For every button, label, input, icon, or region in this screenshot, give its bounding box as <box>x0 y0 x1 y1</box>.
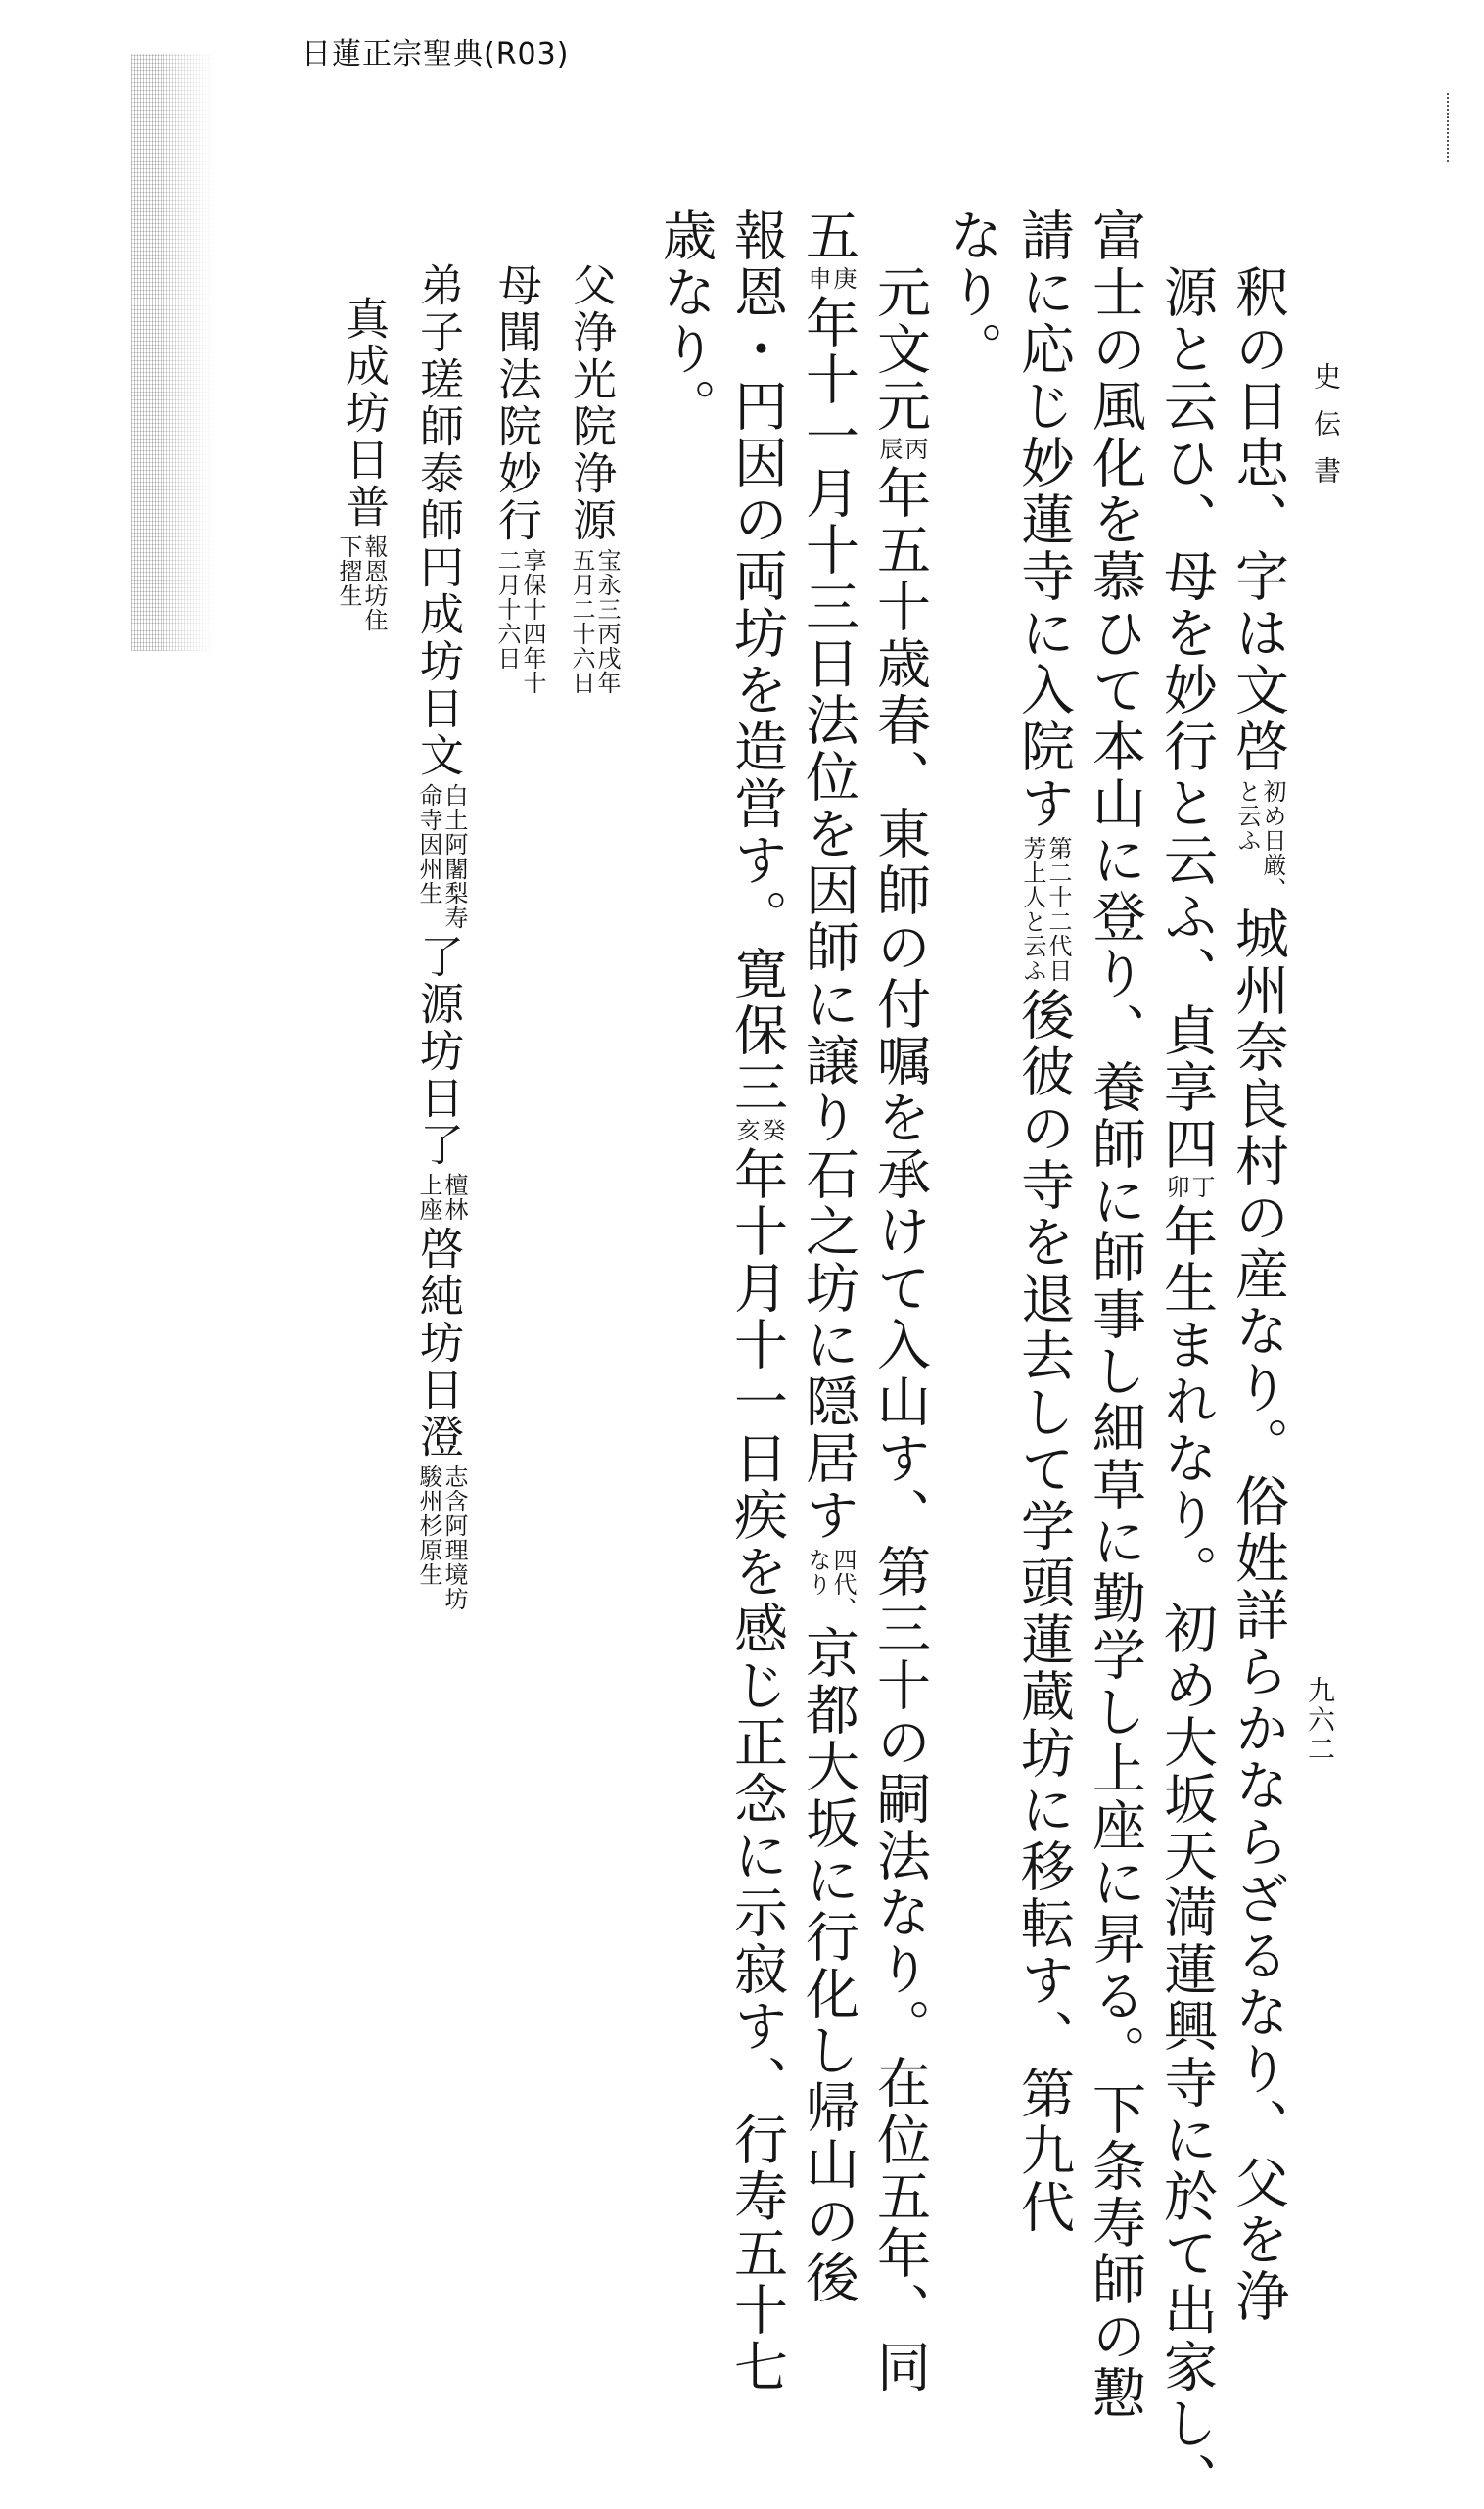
text-column: なり。 <box>941 208 1003 378</box>
note-line: 第二十二代日 <box>1044 836 1072 983</box>
interlinear-note <box>804 1548 855 1621</box>
note-line: 芳上人と云ふ <box>1019 836 1046 983</box>
interlinear-note <box>1019 836 1070 983</box>
mother-entry <box>487 262 544 699</box>
entry-note <box>493 548 544 695</box>
interlinear-note <box>1233 779 1284 902</box>
text-run: 後彼の寺を退去して学頭蓮蔵坊に移転す、第九代 <box>1012 987 1075 2236</box>
disciples-entry-continued <box>335 296 390 636</box>
disciple-name: 瑳師 <box>412 356 464 450</box>
disciple-note <box>415 1464 466 1611</box>
note-line: 享保十四年十 <box>519 548 546 695</box>
note-line: 丙 <box>901 437 928 463</box>
entry-label: 母 <box>490 262 542 309</box>
text-column <box>1227 264 1289 2325</box>
page-number: 九六二 <box>1304 1676 1336 1764</box>
note-line: 報恩坊住 <box>360 534 388 632</box>
note-line: 志含阿理境坊 <box>441 1464 468 1611</box>
entry-note <box>568 548 619 695</box>
text-run: 城州奈良村の産なり。俗姓詳らかならざるなり、父を浄 <box>1227 906 1289 2325</box>
text-run: 年生まれなり。初め大坂天満蓮興寺に於て出家し、 <box>1155 1203 1218 2509</box>
note-line: 卯 <box>1162 1175 1189 1201</box>
text-run: 請に応じ妙蓮寺に入院す <box>1012 208 1075 832</box>
disciples-entry <box>409 262 466 1615</box>
sexagenary-note <box>1162 1175 1213 1201</box>
note-line: 丁 <box>1187 1175 1215 1201</box>
text-run: 年十月十一日疾を感じ正念に示寂す、行寿五十七 <box>725 1146 788 2395</box>
note-line: 宝永三丙戌年 <box>593 548 621 695</box>
sexagenary-note <box>875 437 926 463</box>
entry-name: 聞法院妙行 <box>490 309 542 544</box>
note-line: 檀林 <box>441 1173 468 1222</box>
note-line: 四代、 <box>829 1548 857 1621</box>
sexagenary-note <box>804 266 855 293</box>
note-line: 五月二十六日 <box>568 548 595 695</box>
text-column: 歳なり。 <box>654 208 717 435</box>
note-line: 亥 <box>732 1118 760 1144</box>
disciple-note <box>335 534 386 632</box>
text-column <box>797 208 859 2306</box>
disciple-name: 泰師 <box>412 450 464 544</box>
text-run: 報恩・円因の両坊を造営す。寛保三 <box>725 208 788 1116</box>
text-run: 元文元 <box>868 264 931 435</box>
note-line: 初め日厳、 <box>1259 779 1286 902</box>
sexagenary-note <box>732 1118 783 1144</box>
text-run: 五 <box>797 208 859 264</box>
section-title: 史伝書 <box>1310 362 1342 503</box>
text-column <box>725 208 788 2395</box>
note-line: 二月十六日 <box>493 548 521 671</box>
text-run: 釈の日忠、字は文啓 <box>1227 264 1289 775</box>
entry-label: 父 <box>565 262 617 309</box>
text-column: 富士の風化を慕ひて本山に登り、養師に師事し細草に勤学し上座に昇る。下条寿師の懃 <box>1084 208 1146 2422</box>
disciple-note <box>415 1173 466 1222</box>
note-line: 辰 <box>875 437 903 463</box>
note-line: 白土阿闍梨寿 <box>441 783 468 930</box>
text-column <box>1012 208 1075 2236</box>
text-column <box>868 264 931 2395</box>
disciple-name: 了源坊日了 <box>412 934 464 1169</box>
note-line: 駿州杉原生 <box>415 1464 442 1587</box>
note-line: 下摺生 <box>335 534 362 608</box>
text-column <box>1155 264 1218 2509</box>
disciple-name: 啓純坊日澄 <box>412 1226 464 1461</box>
note-line: 命寺因州生 <box>415 783 442 906</box>
note-line: と云ふ <box>1233 779 1261 853</box>
disciple-note <box>415 783 466 930</box>
note-line: なり <box>804 1548 831 1597</box>
note-line: 申 <box>804 266 831 293</box>
scan-marks <box>1447 93 1453 162</box>
text-run: 京都大坂に行化し帰山の後 <box>797 1625 859 2306</box>
note-line: 上座 <box>415 1173 442 1222</box>
note-line: 庚 <box>829 266 857 293</box>
text-run: 年五十歳春、東師の付嘱を承けて入山す、第三十の嗣法なり。在位五年、同 <box>868 465 931 2395</box>
text-run: 年十一月十三日法位を因師に譲り石之坊に隠居す <box>797 295 859 1544</box>
document-header: 日蓮正宗聖典(R03) <box>301 37 570 71</box>
entry-label: 弟子 <box>412 262 464 356</box>
father-entry <box>562 262 619 699</box>
note-line: 癸 <box>758 1118 785 1144</box>
disciple-name: 真成坊日普 <box>338 296 390 531</box>
scan-shadow <box>131 54 215 651</box>
disciple-name: 円成坊日文 <box>412 544 464 779</box>
entry-name: 浄光院浄源 <box>565 309 617 544</box>
text-run: 源と云ひ、母を妙行と云ふ、貞享四 <box>1155 264 1218 1173</box>
